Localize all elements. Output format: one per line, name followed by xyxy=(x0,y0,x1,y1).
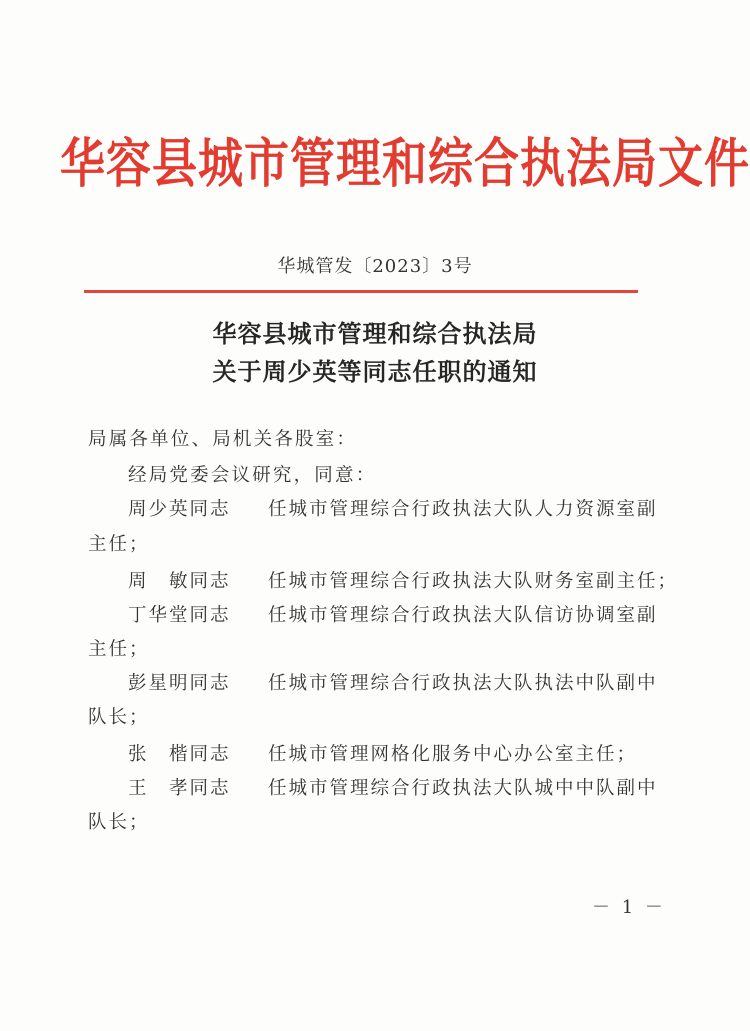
appointment-text: 任城市管理网格化服务中心办公室主任； xyxy=(268,744,638,765)
appointment-text: 任城市管理综合行政执法大队人力资源室副 xyxy=(268,499,658,520)
document-number: 华城管发〔2023〕3号 xyxy=(277,256,473,277)
appointment-text-continued: 主任； xyxy=(88,534,150,555)
notice-title-line2: 关于周少英等同志任职的通知 xyxy=(212,358,538,386)
appointee-name: 张 楷同志 xyxy=(128,744,231,765)
appointee-name: 周 敏同志 xyxy=(128,571,231,592)
page-number: － 1 － xyxy=(592,897,666,918)
appointment-text-continued: 队长； xyxy=(88,812,150,833)
appointment-text-continued: 主任； xyxy=(88,639,150,660)
document-header-title: 华容县城市管理和综合执法局文件 xyxy=(60,131,750,195)
appointee-name: 彭星明同志 xyxy=(128,673,231,694)
intro-paragraph: 经局党委会议研究，同意： xyxy=(128,465,377,486)
appointment-text: 任城市管理综合行政执法大队执法中队副中 xyxy=(268,673,658,694)
red-divider-line xyxy=(84,290,638,293)
appointment-text: 任城市管理综合行政执法大队财务室副主任； xyxy=(268,571,679,592)
appointment-text: 任城市管理综合行政执法大队信访协调室副 xyxy=(268,605,658,626)
appointment-text: 任城市管理综合行政执法大队城中中队副中 xyxy=(268,778,658,799)
appointee-name: 周少英同志 xyxy=(128,499,231,520)
notice-title-line1: 华容县城市管理和综合执法局 xyxy=(212,320,538,348)
appointee-name: 王 孝同志 xyxy=(128,778,231,799)
appointee-name: 丁华堂同志 xyxy=(128,605,231,626)
salutation: 局属各单位、局机关各股室： xyxy=(88,429,358,450)
appointment-text-continued: 队长； xyxy=(88,707,150,728)
